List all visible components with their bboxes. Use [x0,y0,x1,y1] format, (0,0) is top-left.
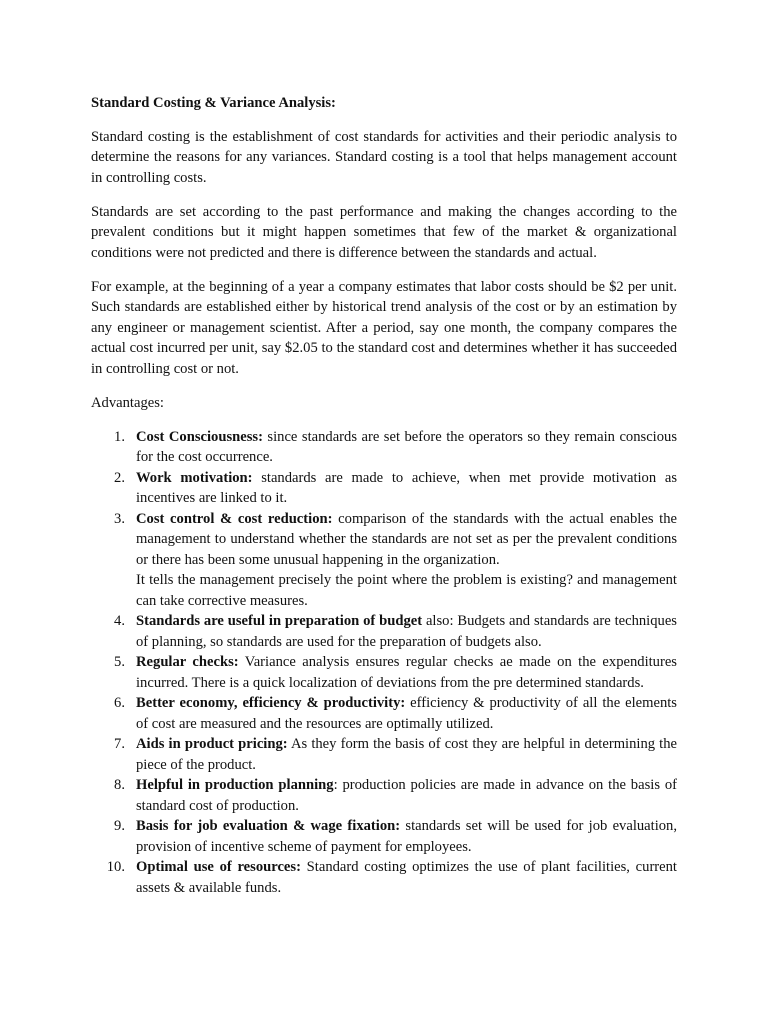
list-item-term: Standards are useful in preparation of budget [136,613,423,629]
list-item-number: 8. [114,777,125,793]
list-item-text: since standards are set before the operators so they remain conscious for the cost occurrence. [136,428,677,465]
list-item-text: comparison of the standards with the actual enables the management to understand whether the standards are not set as per the prevalent conditions or there has been some unusual happening in the organization. [136,510,678,568]
list-item [91,857,677,898]
list-item-number: 4. [114,613,125,629]
example-paragraph: For example, at the beginning of a year a company estimates that labor costs should be $2 per unit. Such standards are established either by historical trend analysis of the cost or by an estimation by any engineer or management scientist. After a period, say one month, the company compares the actual cost incurred per unit, say $2.05 to the standard cost and determines whether it has succeeded in controlling cost or not. [91,278,677,377]
list-item-number: 3. [114,510,125,527]
document-title: Standard Costing & Variance Analysis: [91,95,336,111]
list-item-text: Standard costing optimizes the use of plant facilities, current assets & available funds. [136,859,677,896]
list-item-term: Optimal use of resources: [136,859,301,875]
list-item-extra-text: It tells the management precisely the point where the problem is existing? and management can take corrective measures. [136,572,677,609]
list-item-text: standards are made to achieve, when met provide motivation as incentives are linked to it. [136,469,678,506]
list-item-number: 5. [114,654,125,670]
list-item-text: As they form the basis of cost they are helpful in determining the piece of the product. [136,736,678,773]
list-item-term: Basis for job evaluation & wage fixation: [136,818,401,834]
list-item-number: 10. [106,859,125,875]
list-item [91,693,677,734]
list-item [91,509,677,612]
list-item-term: Regular checks: [136,654,239,670]
standards-paragraph: Standards are set according to the past performance and making the changes according to the prevalent conditions but it might happen sometimes that few of the market & organizational conditions were not predicted and there is difference between the standards and actual. [91,203,677,261]
list-item-term: Aids in product pricing: [136,736,288,752]
list-item [91,775,677,816]
list-item-number: 2. [114,469,125,486]
list-item [91,468,677,509]
list-item-number: 1. [114,428,125,445]
list-item-number: 9. [114,818,125,834]
advantages-heading: Advantages: [91,394,164,411]
list-item-number: 7. [114,736,125,752]
list-item-text: : production policies are made in advance on the basis of standard cost of production. [136,777,677,814]
list-item [91,652,677,693]
list-item [91,427,677,468]
list-item-term: Helpful in production planning [136,777,334,793]
list-item [91,611,677,652]
list-item-term: Work motivation: [136,469,253,486]
list-item-text: Variance analysis ensures regular checks ae made on the expenditures incurred. There is a quick localization of deviations from the pre determined standards. [136,654,677,691]
document-page [91,93,677,898]
list-item-term: Better economy, efficiency & productivity: [136,695,406,711]
advantages-list [91,427,677,899]
list-item-text: also: Budgets and standards are techniques of planning, so standards are used for the preparation of budgets also. [136,613,677,650]
list-item-term: Cost Consciousness: [136,428,263,445]
list-item-number: 6. [114,695,125,711]
list-item-text: efficiency & productivity of all the elements of cost are measured and the resources are optimally utilized. [136,695,677,732]
list-item-text: standards set will be used for job evaluation, provision of incentive scheme of payment for employees. [136,818,678,855]
list-item-term: Cost control & cost reduction: [136,510,333,527]
list-item [91,816,677,857]
intro-paragraph: Standard costing is the establishment of cost standards for activities and their periodic analysis to determine the reasons for any variances. Standard costing is a tool that helps management account in controlling costs. [91,128,677,186]
list-item [91,734,677,775]
